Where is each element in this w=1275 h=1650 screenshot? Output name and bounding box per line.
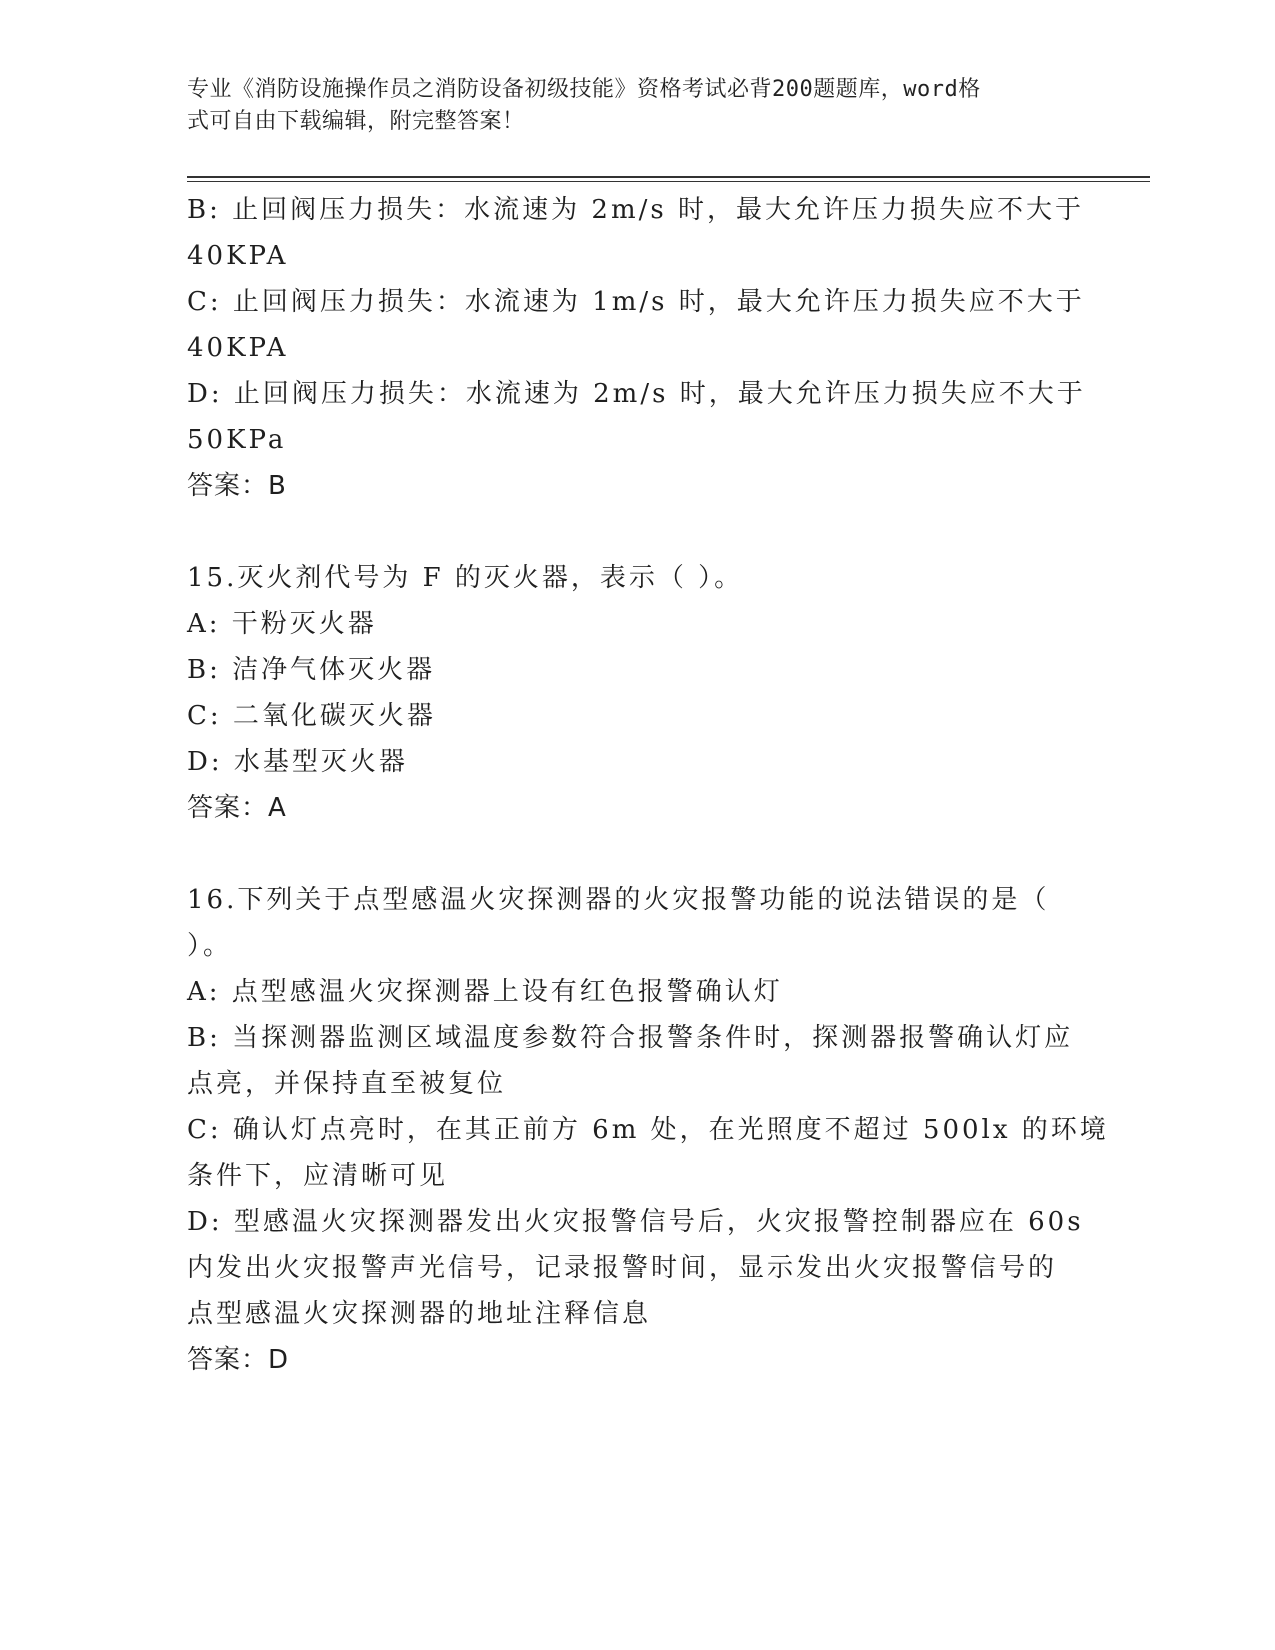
option-d-line-1: D: 止回阀压力损失：水流速为 2m/s 时，最大允许压力损失应不大于 [187,379,1086,409]
option-c-line-1: C: 止回阀压力损失：水流速为 1m/s 时，最大允许压力损失应不大于 [187,287,1085,317]
option-a: A: 干粉灭火器 [187,609,377,639]
option-b-line-2: 40KPA [187,241,289,271]
question-15 [187,555,1077,831]
option-d: D: 水基型灭火器 [187,747,408,777]
document-header [187,74,1067,138]
question-16-line-1: 16.下列关于点型感温火灾探测器的火灾报警功能的说法错误的是（ [187,885,1050,915]
answer-15: 答案：A [187,793,287,823]
option-d-line-2: 内发出火灾报警声光信号，记录报警时间，显示发出火灾报警信号的 [187,1253,1058,1283]
question-16-line-2: ）。 [187,931,233,961]
header-line-2: 式可自由下载编辑，附完整答案！ [187,109,525,134]
option-d-line-1: D: 型感温火灾探测器发出火灾报警信号后，火灾报警控制器应在 60s [187,1207,1084,1237]
option-c-line-2: 条件下，应清晰可见 [187,1161,449,1191]
spacer [187,509,1077,555]
option-b-line-1: B: 当探测器监测区域温度参数符合报警条件时，探测器报警确认灯应 [187,1023,1074,1053]
answer-16: 答案：D [187,1345,290,1375]
document-body [187,187,1109,1383]
option-a: A: 点型感温火灾探测器上设有红色报警确认灯 [187,977,783,1007]
answer-14: 答案：B [187,471,287,501]
option-d-line-2: 50KPa [187,425,287,455]
option-b: B: 洁净气体灭火器 [187,655,436,685]
option-c-line-2: 40KPA [187,333,289,363]
header-divider-thin [187,181,1150,182]
header-line-1: 专业《消防设施操作员之消防设备初级技能》资格考试必背200题题库，word格 [187,77,981,102]
question-16 [187,877,1109,1383]
option-c: C: 二氧化碳灭火器 [187,701,436,731]
question-15-text: 15.灭火剂代号为 F 的灭火器，表示（ ）。 [187,563,744,593]
question-14-tail [187,187,1086,509]
header-divider-thick [187,176,1150,178]
option-d-line-3: 点型感温火灾探测器的地址注释信息 [187,1299,652,1329]
spacer [187,831,1077,877]
option-c-line-1: C: 确认灯点亮时，在其正前方 6m 处，在光照度不超过 500lx 的环境 [187,1115,1109,1145]
option-b-line-2: 点亮，并保持直至被复位 [187,1069,507,1099]
option-b-line-1: B: 止回阀压力损失：水流速为 2m/s 时，最大允许压力损失应不大于 [187,195,1084,225]
